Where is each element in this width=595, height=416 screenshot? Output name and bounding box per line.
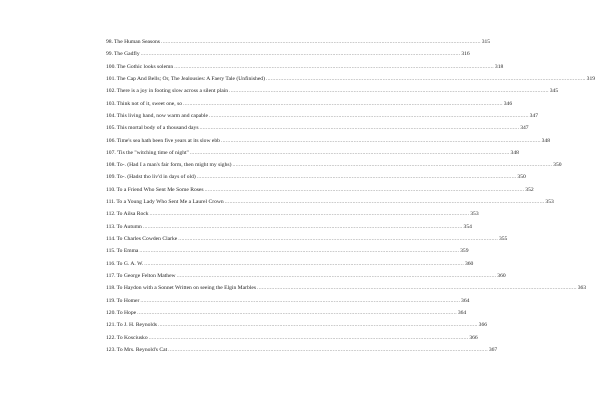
toc-number: 101. bbox=[106, 75, 116, 82]
toc-title: To Hope bbox=[116, 309, 137, 316]
toc-title: To Haydon with a Sonnet Written on seeing the Elgin Marbles bbox=[116, 285, 257, 292]
dot-leader: ........................................................................................................................................................................................................ bbox=[149, 211, 470, 218]
toc-number: 112. bbox=[106, 211, 116, 218]
toc-page-number: 363 bbox=[577, 285, 587, 292]
toc-title: The Gadfly bbox=[114, 51, 140, 58]
dot-leader: ........................................................................................................................................................................................................ bbox=[183, 100, 503, 107]
toc-title: To Mrs. Reynold's Cat bbox=[116, 346, 168, 353]
toc-page-number: 347 bbox=[529, 112, 539, 119]
toc-page-number: 345 bbox=[549, 88, 559, 95]
toc-entry[interactable] bbox=[106, 233, 508, 245]
dot-leader: ........................................................................................................................................................................................................ bbox=[178, 236, 498, 242]
toc-page-number: 360 bbox=[464, 260, 474, 267]
toc-page-number: 318 bbox=[494, 63, 504, 70]
toc-number: 109. bbox=[106, 174, 116, 181]
dot-leader: ........................................................................................................................................................................................................ bbox=[199, 125, 520, 132]
toc-entry[interactable] bbox=[106, 344, 498, 356]
toc-number: 120. bbox=[106, 309, 116, 316]
toc-entry[interactable] bbox=[106, 159, 562, 171]
toc-page-number: 359 bbox=[460, 248, 469, 255]
toc-number: 102. bbox=[106, 88, 116, 95]
dot-leader: ........................................................................................................................................................................................................ bbox=[174, 63, 494, 70]
toc-page-number: 355 bbox=[498, 236, 508, 242]
dot-leader: ........................................................................................................................................................................................................ bbox=[144, 260, 464, 267]
toc-title: To a Young Lady Who Sent Me a Laurel Crown bbox=[116, 199, 224, 206]
toc-number: 114. bbox=[106, 236, 116, 242]
toc-entry[interactable] bbox=[106, 110, 539, 122]
dot-leader: ........................................................................................................................................................................................................ bbox=[168, 346, 488, 353]
toc-title: 'Tis the "witching time of night" bbox=[116, 149, 189, 156]
dot-leader: ........................................................................................................................................................................................................ bbox=[157, 322, 478, 329]
toc-page-number: 348 bbox=[541, 137, 551, 144]
toc-number: 110. bbox=[106, 186, 116, 193]
toc-title: This mortal body of a thousand days bbox=[116, 125, 199, 132]
toc-title: To Ailsa Rock bbox=[116, 211, 149, 218]
toc-number: 121. bbox=[106, 322, 116, 329]
toc-title: To Charles Cowden Clarke bbox=[116, 236, 178, 242]
toc-number: 118. bbox=[106, 285, 116, 292]
toc-entry[interactable] bbox=[106, 147, 519, 159]
toc-number: 113. bbox=[106, 223, 116, 230]
toc-entry[interactable] bbox=[106, 98, 513, 110]
toc-entry[interactable] bbox=[106, 319, 488, 331]
toc-entry[interactable] bbox=[106, 208, 479, 220]
toc-title: There is a joy in footing slow across a silent plain bbox=[116, 88, 229, 95]
toc-entry[interactable] bbox=[106, 307, 467, 319]
toc-entry[interactable] bbox=[106, 295, 470, 307]
toc-entry[interactable] bbox=[106, 221, 472, 233]
toc-page-number: 347 bbox=[520, 125, 529, 132]
dot-leader: ........................................................................................................................................................................................................ bbox=[137, 309, 457, 316]
dot-leader: ........................................................................................................................................................................................................ bbox=[161, 39, 481, 45]
toc-page-number: 354 bbox=[463, 223, 472, 230]
toc-number: 99. bbox=[106, 51, 113, 58]
toc-page-number: 353 bbox=[545, 199, 554, 206]
toc-page-number: 319 bbox=[586, 75, 595, 82]
toc-page-number: 364 bbox=[457, 309, 467, 316]
dot-leader: ........................................................................................................................................................................................................ bbox=[142, 223, 463, 230]
toc-page-number: 348 bbox=[510, 149, 519, 156]
toc-entry[interactable] bbox=[106, 85, 559, 97]
toc-title: To G. A. W. bbox=[116, 260, 144, 267]
toc-title: To Kosciusko bbox=[116, 334, 148, 341]
dot-leader: ........................................................................................................................................................................................................ bbox=[140, 297, 461, 304]
toc-number: 105. bbox=[106, 125, 116, 132]
dot-leader: ........................................................................................................................................................................................................ bbox=[139, 248, 460, 255]
toc-title: This living hand, now warm and capable bbox=[116, 112, 208, 119]
dot-leader: ........................................................................................................................................................................................................ bbox=[232, 162, 553, 169]
dot-leader: ........................................................................................................................................................................................................ bbox=[204, 186, 525, 193]
toc-page-number: 364 bbox=[461, 297, 470, 304]
dot-leader: ........................................................................................................................................................................................................ bbox=[189, 149, 510, 156]
dot-leader: ........................................................................................................................................................................................................ bbox=[176, 272, 497, 279]
toc-number: 100. bbox=[106, 63, 116, 70]
toc-entry[interactable] bbox=[106, 122, 529, 134]
toc-title: To George Felton Mathew bbox=[116, 272, 176, 279]
toc-title: To Autumn bbox=[116, 223, 142, 230]
toc-entry[interactable] bbox=[106, 171, 526, 183]
toc-number: 103. bbox=[106, 100, 116, 107]
toc-entry[interactable] bbox=[106, 282, 587, 294]
toc-page-number: 315 bbox=[481, 39, 491, 45]
toc-title: To Homer bbox=[116, 297, 140, 304]
toc-title: Think not of it, sweet one, so bbox=[116, 100, 183, 107]
toc-number: 104. bbox=[106, 112, 116, 119]
dot-leader: ........................................................................................................................................................................................................ bbox=[140, 51, 461, 58]
toc-number: 115. bbox=[106, 248, 116, 255]
toc-number: 122. bbox=[106, 334, 116, 341]
dot-leader: ........................................................................................................................................................................................................ bbox=[196, 174, 517, 181]
dot-leader: ........................................................................................................................................................................................................ bbox=[220, 137, 541, 144]
toc-title: To-. (Hadst tho liv'd in days of old) bbox=[116, 174, 196, 181]
toc-entry[interactable] bbox=[106, 36, 491, 48]
toc-title: To Emma bbox=[116, 248, 139, 255]
toc-entry[interactable] bbox=[106, 258, 474, 270]
toc-number: 107. bbox=[106, 149, 116, 156]
toc-entry[interactable] bbox=[106, 270, 506, 282]
dot-leader: ........................................................................................................................................................................................................ bbox=[229, 88, 549, 95]
toc-page-number: 316 bbox=[461, 51, 470, 58]
toc-page-number: 366 bbox=[469, 334, 478, 341]
toc-number: 98. bbox=[106, 39, 113, 45]
toc-entry[interactable] bbox=[106, 196, 554, 208]
toc-entry[interactable] bbox=[106, 73, 595, 85]
toc-entry[interactable] bbox=[106, 48, 470, 60]
toc-title: The Human Seasons bbox=[114, 39, 160, 45]
dot-leader: ........................................................................................................................................................................................................ bbox=[265, 75, 586, 82]
toc-page-number: 346 bbox=[503, 100, 513, 107]
toc-page-number: 350 bbox=[553, 162, 562, 169]
toc-page-number: 360 bbox=[497, 272, 506, 279]
toc-number: 116. bbox=[106, 260, 116, 267]
toc-entry[interactable] bbox=[106, 332, 478, 344]
toc-title: To J. H. Reynolds bbox=[116, 322, 157, 329]
dot-leader: ........................................................................................................................................................................................................ bbox=[148, 334, 469, 341]
toc-title: To-. (Had I a man's fair form, then might my sighs) bbox=[116, 162, 232, 169]
toc-number: 123. bbox=[106, 346, 116, 353]
dot-leader: ........................................................................................................................................................................................................ bbox=[257, 285, 577, 292]
toc-page-number: 350 bbox=[517, 174, 526, 181]
toc-page-number: 353 bbox=[470, 211, 479, 218]
toc-entry[interactable] bbox=[106, 245, 469, 257]
toc-number: 117. bbox=[106, 272, 116, 279]
dot-leader: ........................................................................................................................................................................................................ bbox=[208, 112, 529, 119]
toc-entry[interactable] bbox=[106, 135, 551, 147]
table-of-contents bbox=[106, 36, 595, 356]
toc-page-number: 352 bbox=[525, 186, 534, 193]
toc-entry[interactable] bbox=[106, 61, 504, 73]
toc-number: 119. bbox=[106, 297, 116, 304]
toc-title: To a Friend Who Sent Me Some Roses bbox=[116, 186, 204, 193]
toc-entry[interactable] bbox=[106, 184, 534, 196]
toc-number: 106. bbox=[106, 137, 116, 144]
toc-title: The Gothic looks solemn bbox=[116, 63, 174, 70]
dot-leader: ........................................................................................................................................................................................................ bbox=[224, 199, 545, 206]
toc-number: 108. bbox=[106, 162, 116, 169]
toc-page-number: 367 bbox=[488, 346, 498, 353]
toc-title: The Cap And Bells; Or, The Jealousies: A Faery Tale (Unfinished) bbox=[116, 75, 265, 82]
toc-page-number: 366 bbox=[478, 322, 488, 329]
toc-number: 111. bbox=[106, 199, 116, 206]
toc-title: Time's sea hath been five years at its slow ebb bbox=[116, 137, 220, 144]
